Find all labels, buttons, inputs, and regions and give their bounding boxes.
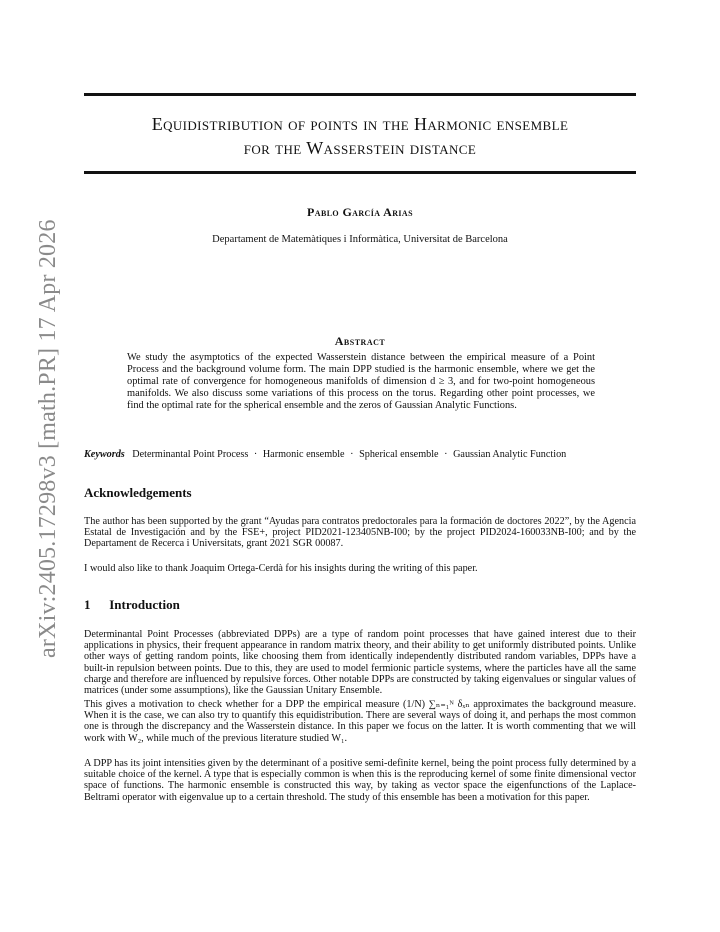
keyword-item: Spherical ensemble xyxy=(359,449,439,460)
section-title: Introduction xyxy=(109,597,180,612)
introduction-paragraph: This gives a motivation to check whether for a DPP the empirical measure (1/N) ∑ₙ₌₁ᴺ δₓₙ approximates the background measure. When it is the case, we can also try to quantify this equidistribution. There are several ways of doing it, and perhaps the most common one is through the discrepancy and the Wasserstein distance. In this paper we focus on the latter. It is worth commenting that we will work with W₂, while much of the previous literature studied W₁. xyxy=(84,699,636,744)
keyword-item: Gaussian Analytic Function xyxy=(453,449,567,460)
paper-title-line-1: Equidistribution of points in the Harmonic ensemble xyxy=(151,114,569,134)
keywords-label: Keywords xyxy=(84,449,125,460)
paper-title xyxy=(84,112,636,160)
keyword-separator: · xyxy=(350,449,354,460)
acknowledgements-paragraph: The author has been supported by the grant “Ayudas para contratos predoctorales para la formación de doctores 2022”, by the Agencia Estatal de Investigación and by the FSE+, project PID2021-123405NB-I00; by the project PID2024-160033NB-I00; and by the Departament de Recerca i Universitats, grant 2021 SGR 00087. xyxy=(84,516,636,550)
keywords-line xyxy=(84,449,644,460)
introduction-heading xyxy=(84,597,180,613)
author-name: Pablo García Arias xyxy=(307,205,413,219)
title-rule-bottom xyxy=(84,171,636,174)
keyword-item: Harmonic ensemble xyxy=(262,449,345,460)
introduction-paragraph: A DPP has its joint intensities given by the determinant of a positive semi-definite kernel, being the point process fully determined by a suitable choice of the kernel. A type that is especially common is when this is the reproducing kernel of some finite dimensional vector space of functions. The harmonic ensemble is constructed this way, by taking as vector space the eigenfunctions of the Laplace-Beltrami operator with eigenvalue up to a certain threshold. The study of this ensemble has been a motivation for this paper. xyxy=(84,758,636,803)
keyword-item: Determinantal Point Process xyxy=(132,449,249,460)
title-rule-top xyxy=(84,93,636,96)
paper-title-line-2: for the Wasserstein distance xyxy=(243,138,477,158)
author-affiliation: Departament de Matemàtiques i Informàtica, Universitat de Barcelona xyxy=(212,234,508,245)
acknowledgements-heading: Acknowledgements xyxy=(84,485,192,500)
acknowledgements-paragraph: I would also like to thank Joaquim Ortega-Cerdà for his insights during the writing of this paper. xyxy=(84,563,478,574)
keyword-separator: · xyxy=(253,449,258,460)
abstract-heading: Abstract xyxy=(334,334,386,348)
abstract-text: We study the asymptotics of the expected Wasserstein distance between the empirical measure of a Point Process and the background volume form. The main DPP studied is the harmonic ensemble, where we get the optimal rate of convergence for homogeneous manifolds of dimension d ≥ 3, and for two-point homogeneous manifolds. We also discuss some variations of this process on the torus. Regarding other point processes, we find the optimal rate for the spherical ensemble and the zeros of Gaussian Analytic Functions. xyxy=(127,352,595,411)
arxiv-identifier-stamp: arXiv:2405.17298v3 [math.PR] 17 Apr 2026 xyxy=(35,219,61,658)
keyword-separator: · xyxy=(444,449,448,460)
section-number: 1 xyxy=(84,597,91,612)
introduction-paragraph: Determinantal Point Processes (abbreviated DPPs) are a type of random point processes that have gained interest due to their applications in physics, their frequent appearance in random matrix theory, and their ability to get uniformly distributed points. Unlike other ways of getting random points, like choosing them from identically independently distributed random variables, DPPs have a built-in repulsion between points. Due to this, they are used to model fermionic particle systems, where the particles have all the same charge and therefore are influenced by repulsive forces. Other notable DPPs are constructed by taking eigenvalues or singular values of matrices (under some assumptions), like the Gaussian Unitary Ensemble. xyxy=(84,629,637,697)
